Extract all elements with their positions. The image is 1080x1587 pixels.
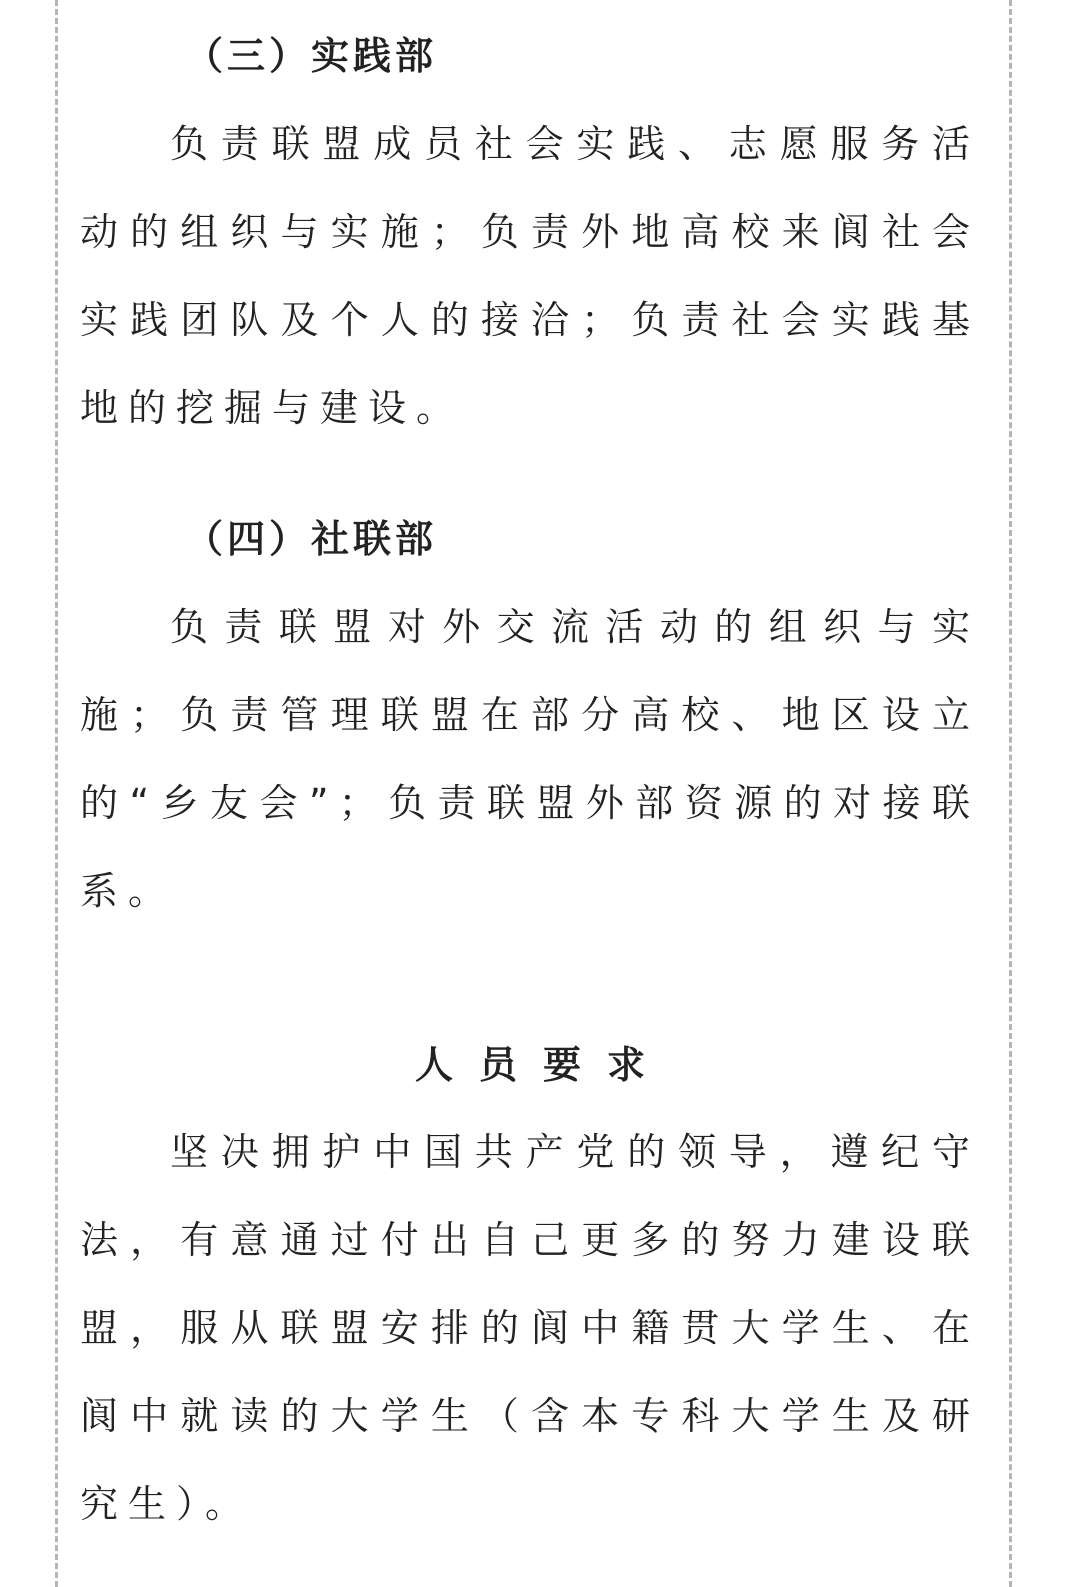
right-dashed-border	[1009, 0, 1012, 1587]
requirements-title: 人员要求	[414, 1043, 671, 1087]
left-dashed-border	[55, 0, 58, 1587]
section-heading-social-liaison: （四）社联部	[185, 517, 438, 561]
section-heading-practice: （三）实践部	[185, 34, 438, 78]
section-text-practice: 负责联盟成员社会实践、志愿服务活动的组织与实施；负责外地高校来阆社会实践团队及个人的接洽；负责社会实践基地的挖掘与建设。	[80, 122, 980, 430]
requirements-text: 坚决拥护中国共产党的领导，遵纪守法，有意通过付出自己更多的努力建设联盟，服从联盟安排的阆中籍贯大学生、在阆中就读的大学生（含本专科大学生及研究生）。	[80, 1130, 980, 1526]
section-text-social-liaison: 负责联盟对外交流活动的组织与实施；负责管理联盟在部分高校、地区设立的“乡友会”；负责联盟外部资源的对接联系。	[80, 605, 980, 913]
